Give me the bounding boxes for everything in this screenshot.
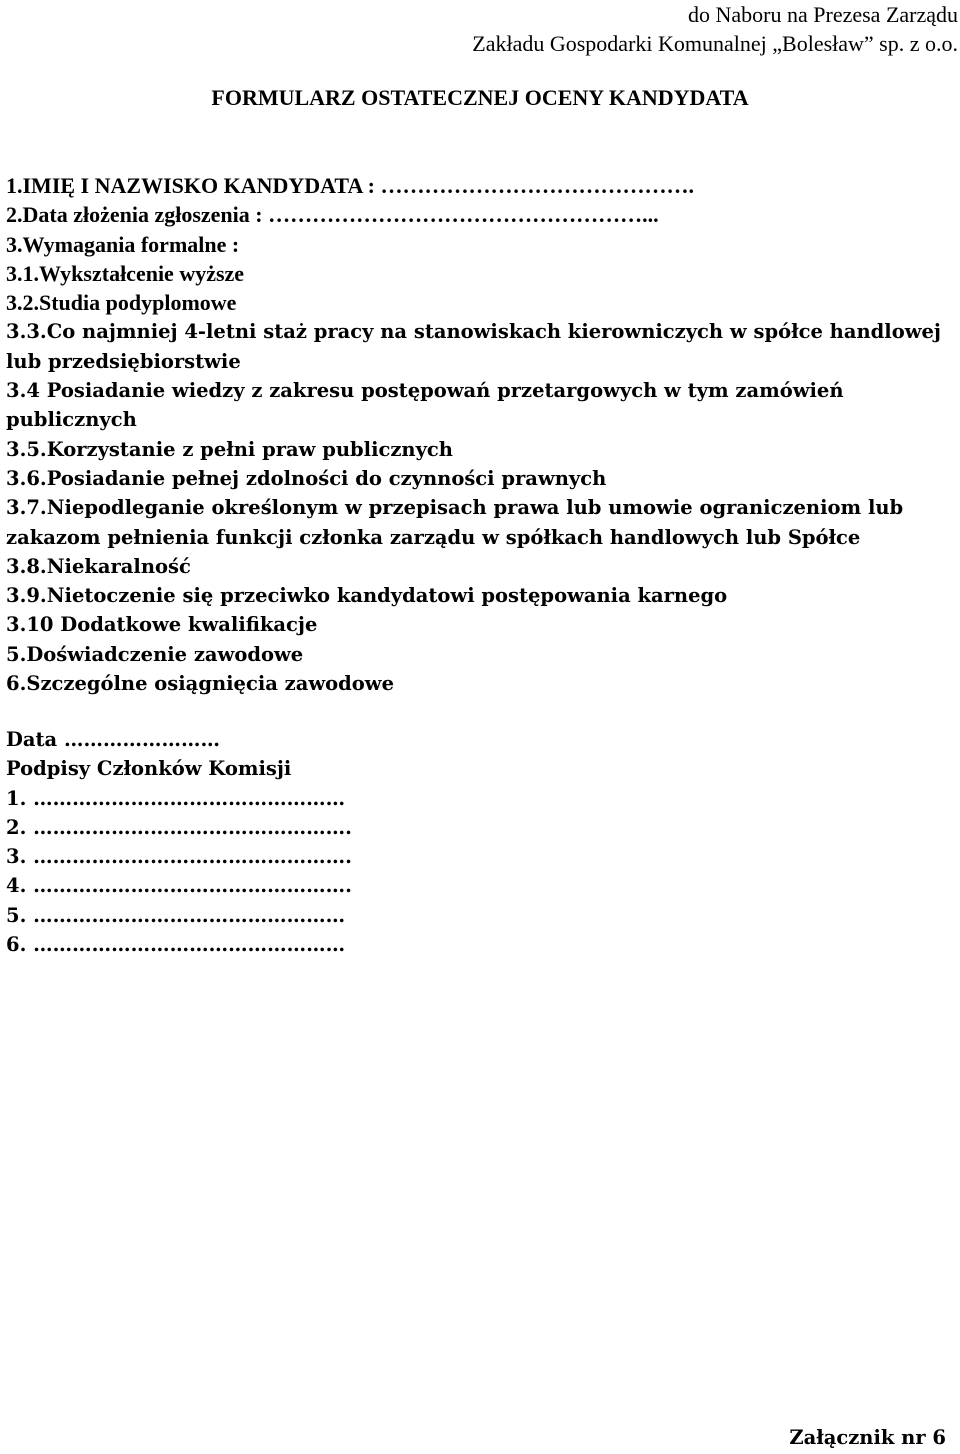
item-submission-date: 2.Data złożenia zgłoszenia : ……………………………………………... [6, 202, 659, 228]
document-header [472, 0, 958, 58]
item-additional-qualifications: 3.10 Dodatkowe kwalifikacje [6, 613, 318, 637]
signature-line-1: 1. ………………………………………… [6, 786, 346, 810]
date-line: Data …………………… [6, 728, 220, 751]
item-legal-capacity: 3.6.Posiadanie pełnej zdolności do czynności prawnych [6, 466, 607, 490]
item-professional-experience: 5.Doświadczenie zawodowe [6, 642, 304, 666]
item-no-criminal-proceedings: 3.9.Nietoczenie się przeciwko kandydatowi postępowania karnego [6, 584, 728, 608]
committee-signatures-label: Podpisy Członków Komisji [6, 757, 292, 781]
item-candidate-name: 1.IMIĘ I NAZWISKO KANDYDATA : ……………………………………. [6, 173, 694, 198]
item-formal-requirements: 3.Wymagania formalne : [6, 231, 240, 257]
item-higher-education: 3.1.Wykształcenie wyższe [6, 260, 245, 286]
header-line-company: Zakładu Gospodarki Komunalnej „Bolesław” sp. z o.o. [472, 31, 958, 56]
signature-line-5: 5. ………………………………………… [6, 903, 346, 927]
form-title: FORMULARZ OSTATECZNEJ OCENY KANDYDATA [211, 85, 749, 110]
signature-line-6: 6. ………………………………………… [6, 933, 346, 957]
item-public-rights: 3.5.Korzystanie z pełni praw publicznych [6, 437, 453, 461]
item-professional-achievements: 6.Szczególne osiągnięcia zawodowe [6, 672, 394, 696]
header-line-recruitment: do Naboru na Prezesa Zarządu [688, 2, 958, 27]
form-items-list [6, 171, 956, 698]
signature-line-3: 3. …………………………………………. [6, 845, 352, 869]
signature-line-2: 2. …………………………………………. [6, 815, 352, 839]
item-no-restrictions: 3.7.Niepodleganie określonym w przepisach prawa lub umowie ograniczeniom lub zakazom pełnienia funkcji członka zarządu w spółkach handlowych lub Spółce [6, 496, 904, 549]
item-postgraduate-studies: 3.2.Studia podyplomowe [6, 290, 237, 316]
signature-line-4: 4. …………………………………………. [6, 874, 352, 898]
item-no-criminal-record: 3.8.Niekaralność [6, 554, 191, 578]
attachment-number: Załącznik nr 6 [789, 1426, 946, 1449]
item-management-experience: 3.3.Co najmniej 4-letni staż pracy na stanowiskach kierowniczych w spółce handlowej lub przedsiębiorstwie [6, 320, 941, 373]
item-procurement-knowledge: 3.4 Posiadanie wiedzy z zakresu postępowań przetargowych w tym zamówień publicznych [6, 379, 844, 432]
signature-block [6, 725, 352, 959]
